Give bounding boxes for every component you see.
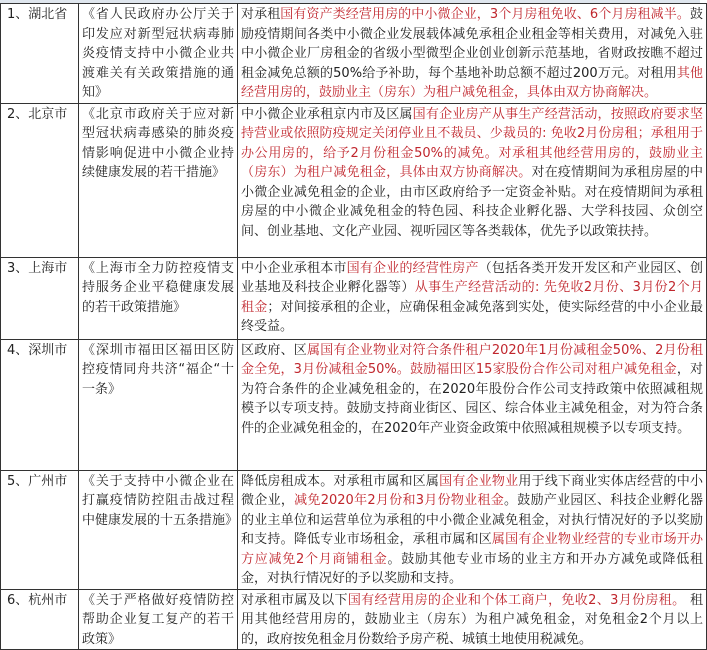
policy-text: 中小微企业承租京内市及区属 xyxy=(241,106,413,122)
highlighted-text: 属国有企业物业对符合条件租户2020年1月份减租金50%、2月份租金全免，3月份减租金50%。鼓励福田区15家股份合作公司对租户减免租金 xyxy=(241,342,703,377)
policy-text: 。鼓励其他专业市场的业主方和开办方减免或降低租金，对执行情况好的予以奖励和支持。 xyxy=(241,551,703,586)
policy-text: ，对为符合条件的企业减免租金的，在2020年股份合作公司支持政策中依照减租规模予以专项支持。鼓励支持商业街区、园区、综合体业主减免租金，对为符合条件的企业减免租金的，在2020年产业资金政策中依照减租规模予以专项支持。 xyxy=(241,362,703,436)
highlighted-text: 其他经营用房的，鼓励业主（房东）为租户减免租金，具体由双方协商解决。 xyxy=(241,65,703,100)
region-cell: 3、上海市 xyxy=(1,257,79,339)
policy-content-cell xyxy=(238,589,707,650)
highlighted-text: 减免2020年2月份和3月份物业租金 xyxy=(294,493,505,508)
policy-title-cell: 《上海市全力防控疫情支持服务企业平稳健康发展的若干政策措施》 xyxy=(79,257,238,339)
table-row xyxy=(1,103,707,257)
region-cell: 1、湖北省 xyxy=(1,4,79,104)
policy-text: 降低房租成本。对承租市属和区属 xyxy=(241,473,440,489)
policy-text: 中小企业承租本市 xyxy=(241,260,347,276)
policy-text: 鼓励疫情期间各类中小微企业发展载体减免承租企业租金等相关费用，对减免入驻中小微企业厂房租金的省级小型微型企业创业创新示范基地，省财政按瞧不超过租金减免总额的50%给予补助，每个基地补助总额不超过200万元。对租用 xyxy=(241,7,703,81)
highlighted-text: 国有资产类经营用房的中小微企业，3个月房租免收、6个月房租减半。 xyxy=(280,7,690,22)
region-cell: 5、广州市 xyxy=(1,470,79,589)
policy-content-cell xyxy=(238,103,707,257)
highlighted-text: 从事生产经营活动的: 先免收2月份、3月份2个月租金 xyxy=(241,280,703,315)
policy-text: （包括各类开发开发区和产业园区、创业基地及科技企业孵化器等） xyxy=(241,260,703,295)
policy-title-cell: 《关于严格做好疫情防控帮助企业复工复产的若干政策》 xyxy=(79,589,238,650)
table-row xyxy=(1,257,707,339)
highlighted-text: 国有企业物业 xyxy=(439,473,519,489)
policy-text: 用于线下商业实体店经营的中小微企业， xyxy=(241,473,703,508)
policy-text: 对承租 xyxy=(241,7,281,22)
policy-title-cell: 《关于支持中小微企业在打赢疫情防控阻击战过程中健康发展的十五条措施》 xyxy=(79,470,238,589)
policy-content-cell xyxy=(238,4,707,104)
policy-text: 对在疫情期间为承租房屋的中小微企业减免租金的企业，由市区政府给予一定资金补贴。对在疫情期间为承租房屋的中小微企业减免租金的特色园、科技企业孵化器、大学科技园、众创空间、创业基地、文化产业园、视听园区等各类载体，优先予以政策扶持。 xyxy=(241,165,703,239)
table-row xyxy=(1,470,707,589)
highlighted-text: 国有企业房产从事生产经营活动，按照政府要求坚持营业或依照防疫规定关闭停业且不裁员、少裁员的: 免收2月份房租；承租用于办公用房的，给予2月份租金50%的减免。对承租其他经营用房的，鼓励业主（房东）为租户减免租金，具体由双方协商解决。 xyxy=(241,106,703,180)
policy-text: ；对间接承租的企业，应确保租金减免落到实处，使实际经营的中小企业最终受益。 xyxy=(241,299,703,334)
policy-text: 。鼓励产业园区、科技企业孵化器的业主单位和运营单位为承租的中小微企业减免租金，对执行情况好的予以奖励和支持。降低专业市场租金，承租市属和区 xyxy=(241,493,703,547)
policy-title-cell: 《北京市政府关于应对新型冠状病毒感染的肺炎疫情影响促进中小微企业持续健康发展的若干措施》 xyxy=(79,103,238,257)
policy-table xyxy=(0,3,707,650)
policy-title-cell: 《深圳市福田区福田区防控疫情同舟共济“福企“十一条》 xyxy=(79,339,238,470)
policy-content-cell xyxy=(238,339,707,470)
region-cell: 4、深圳市 xyxy=(1,339,79,470)
table-row xyxy=(1,4,707,104)
policy-content-cell xyxy=(238,257,707,339)
table-row xyxy=(1,589,707,650)
region-cell: 2、北京市 xyxy=(1,103,79,257)
policy-text: 对承租市属及以下 xyxy=(241,592,348,608)
table-row xyxy=(1,339,707,470)
highlighted-text: 国有经营用房的企业和个体工商户，免收2、3月份房租。 xyxy=(347,592,686,608)
policy-title-cell: 《省人民政府办公厅关于印发应对新型冠状病毒肺炎疫情支持中小微企业共渡难关有关政策措施的通知》 xyxy=(79,4,238,104)
policy-text: 区政府、区 xyxy=(241,342,308,358)
policy-text: 租用其他经营用房的，鼓励业主（房东）为租户减免租金，对免租金2个月以上的，政府按免租金月份数给予房产税、城镇土地使用税减免。 xyxy=(241,592,703,647)
policy-content-cell xyxy=(238,470,707,589)
region-cell: 6、杭州市 xyxy=(1,589,79,650)
highlighted-text: 国有企业的经营性房产 xyxy=(346,260,479,276)
policy-table-body xyxy=(1,4,707,650)
highlighted-text: 属国有企业物业经营的专业市场开办方应减免2个月商铺租金 xyxy=(241,532,703,567)
